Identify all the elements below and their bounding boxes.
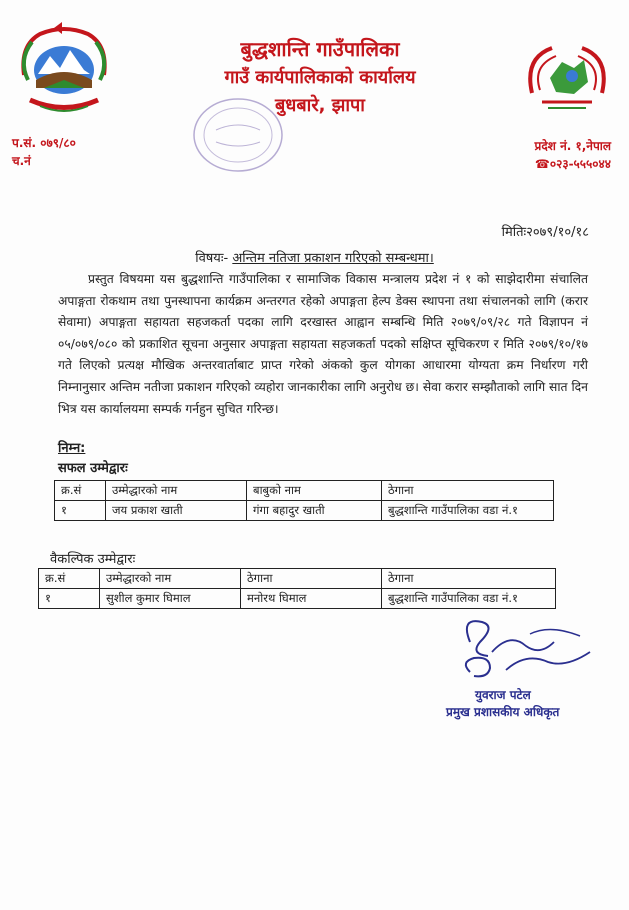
reference-numbers bbox=[12, 134, 76, 170]
cell-father-name: मनोरथ घिमाल bbox=[241, 589, 382, 609]
municipality-name: बुद्धशान्ति गाउँपालिका bbox=[240, 37, 400, 61]
dispatch-number: च.नं bbox=[12, 154, 31, 168]
header-sn: क्र.सं bbox=[55, 481, 106, 501]
header-father-name: बाबुको नाम bbox=[247, 481, 382, 501]
municipality-logo bbox=[522, 38, 612, 118]
letter-body: प्रस्तुत विषयमा यस बुद्धशान्ति गाउँपालिका र सामाजिक विकास मन्त्रालय प्रदेश नं १ को साझेदारीमा संचालित अपाङ्गता रोकथाम तथा पुनस्थापना कार्यक्रम अन्तरगत रहेको अपाङ्गता हेल्प डेक्स स्थापना तथा संचालनको लागि (करार सेवामा) अपाङ्गता सहायता सहजकर्ता पदका लागि दरखास्त आह्वान सम्बन्धि मिति २०७९/०९/२८ गते विज्ञापन नं ०५/०७९/०८० को प्रकाशित सूचना अनुसार अपाङ्गता सहायता सहजकर्ता पदको सक्षिप्त सूचिकरण र मिति २०७९/१०/१७ गते लिएको प्रत्यक्ष मौखिक अन्तरवार्ताबाट प्राप्त गरेको अंकको कुल योगका आधारमा योग्यता क्रम निर्धारण गरी निम्नानुसार अन्तिम नतीजा प्रकाशन गरिएको व्यहोरा जानकारीका लागि अनुरोध छ। सेवा करार सम्झौताको लागि सात दिन भित्र यस कार्यालयमा सम्पर्क गर्नहुन सुचित गरिन्छ। bbox=[58, 272, 588, 416]
header-sn: क्र.सं bbox=[39, 569, 100, 589]
letter-number: प.सं. ०७९/८० bbox=[12, 136, 76, 150]
subject-line bbox=[0, 248, 629, 266]
letter-date: मितिः२०७९/१०/१८ bbox=[501, 225, 589, 240]
alternate-candidates-label: वैकल्पिक उम्मेद्वारः bbox=[50, 552, 136, 567]
table-row bbox=[55, 501, 554, 521]
contact-info bbox=[535, 137, 611, 173]
signatory-name: युवराज पटेल bbox=[475, 688, 531, 702]
header-candidate-name: उम्मेद्धारको नाम bbox=[106, 481, 247, 501]
phone-number: ☎०२३-५५५०४४ bbox=[534, 157, 611, 171]
header-candidate-name: उम्मेद्धारको नाम bbox=[100, 569, 241, 589]
office-name: गाउँ कार्यपालिकाको कार्यालय bbox=[224, 67, 416, 88]
table-header-row bbox=[39, 569, 556, 589]
office-address: बुधबारे, झापा bbox=[275, 95, 365, 116]
successful-candidates-table bbox=[54, 480, 554, 521]
cell-sn: १ bbox=[39, 589, 100, 609]
header-address-2: ठेगाना bbox=[382, 569, 556, 589]
header-address-1: ठेगाना bbox=[241, 569, 382, 589]
table-header-row bbox=[55, 481, 554, 501]
cell-father-name: गंगा बहादुर खाती bbox=[247, 501, 382, 521]
alternate-candidates-table bbox=[38, 568, 556, 609]
header-address: ठेगाना bbox=[382, 481, 554, 501]
nepal-emblem-logo bbox=[10, 20, 118, 120]
signatory-title: प्रमुख प्रशासकीय अधिकृत bbox=[446, 705, 560, 719]
office-stamp bbox=[188, 90, 288, 180]
cell-sn: १ bbox=[55, 501, 106, 521]
cell-candidate-name: जय प्रकाश खाती bbox=[106, 501, 247, 521]
cell-address: बुद्धशान्ति गाउँपालिका वडा नं.१ bbox=[382, 589, 556, 609]
table-row bbox=[39, 589, 556, 609]
cell-candidate-name: सुशील कुमार घिमाल bbox=[100, 589, 241, 609]
province-label: प्रदेश नं. १,नेपाल bbox=[534, 139, 611, 153]
successful-candidates-label: सफल उम्मेद्वारः bbox=[58, 461, 128, 476]
subject-text: अन्तिम नतिजा प्रकाशन गरिएको सम्बन्धमा। bbox=[232, 251, 434, 266]
subject-prefix: विषयः- bbox=[195, 251, 229, 266]
cell-address: बुद्धशान्ति गाउँपालिका वडा नं.१ bbox=[382, 501, 554, 521]
following-label: निम्न: bbox=[58, 441, 86, 456]
